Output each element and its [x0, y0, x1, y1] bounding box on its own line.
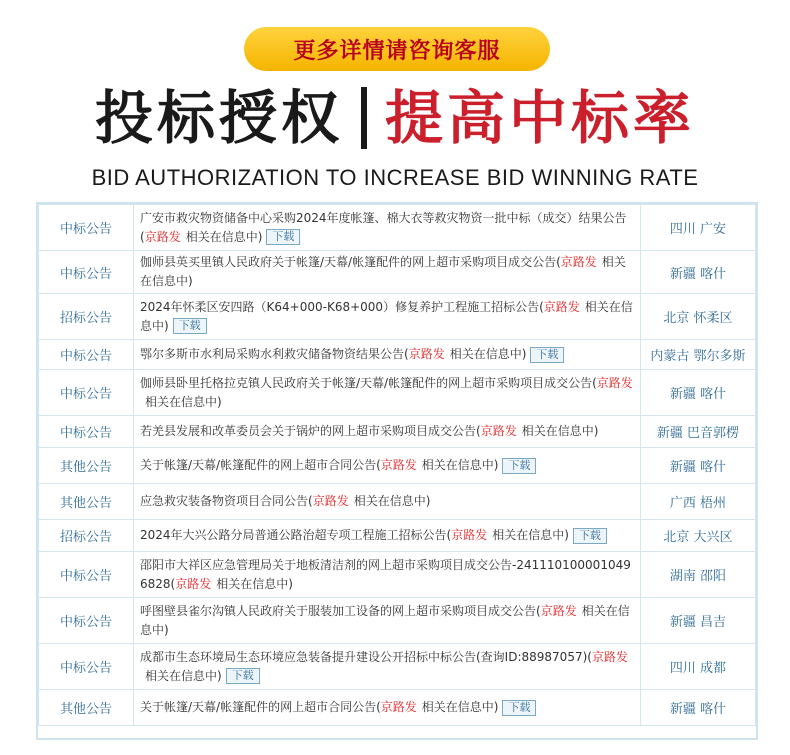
table-row[interactable] [39, 370, 756, 416]
announcement-title[interactable]: 关于帐篷/天幕/帐篷配件的网上超市合同公告 [140, 458, 377, 472]
announcement-title[interactable]: 成都市生态环境局生态环境应急装备提升建设公开招标中标公告(查询ID:88987057) [140, 649, 588, 664]
consult-service-text: 更多详情请咨询客服 [293, 38, 501, 64]
note-open-paren: ( [556, 255, 561, 269]
download-button[interactable]: 下载 [573, 528, 607, 544]
region[interactable]: 新疆 喀什 [641, 370, 756, 416]
announcement-title[interactable]: 邵阳市大祥区应急管理局关于地板清洁剂的网上超市采购项目成交公告-2411101000010496828 [140, 557, 631, 591]
note-tail: 相关在信息中) [492, 528, 569, 542]
announcement-title[interactable]: 伽师县卧里托格拉克镇人民政府关于帐篷/天幕/帐篷配件的网上超市采购项目成交公告 [140, 375, 593, 390]
subtitle: BID AUTHORIZATION TO INCREASE BID WINNING RATE [91, 165, 699, 190]
announcement-type[interactable]: 中标公告 [39, 598, 134, 644]
download-button[interactable]: 下载 [530, 347, 564, 363]
note-tail: 相关在信息中) [521, 424, 599, 438]
announcement-type[interactable]: 其他公告 [39, 690, 134, 726]
announcement-title-cell[interactable] [134, 251, 641, 294]
announcement-title-cell[interactable] [134, 552, 641, 598]
note-tail: 相关在信息中) [449, 347, 527, 361]
announcement-title[interactable]: 2024年大兴公路分局普通公路治超专项工程施工招标公告 [140, 528, 447, 542]
announcement-type[interactable]: 其他公告 [39, 484, 134, 520]
note-open-paren: ( [140, 229, 145, 244]
note-open-paren: ( [170, 576, 176, 591]
headline-right: 提高中标率 [385, 84, 696, 152]
download-button[interactable]: 下载 [502, 458, 536, 474]
region[interactable]: 内蒙古 鄂尔多斯 [641, 340, 756, 370]
note-tail: 相关在信息中) [145, 668, 222, 683]
note-tail: 相关在信息中) [140, 603, 630, 637]
table-row[interactable] [39, 448, 756, 484]
region[interactable]: 北京 怀柔区 [641, 294, 756, 340]
note-open-paren: ( [376, 700, 381, 714]
announcement-type[interactable]: 中标公告 [39, 552, 134, 598]
announcement-title[interactable]: 应急救灾装备物资项目合同公告 [140, 494, 309, 508]
note-open-paren: ( [592, 375, 597, 390]
source-tag: 京路发 [144, 229, 181, 244]
table-row[interactable] [39, 251, 756, 294]
note-open-paren: ( [308, 494, 313, 508]
announcement-type[interactable]: 中标公告 [39, 644, 134, 690]
note-tail: 相关在信息中) [185, 229, 263, 244]
region[interactable]: 新疆 喀什 [641, 251, 756, 294]
note-open-paren: ( [536, 603, 541, 618]
announcement-type[interactable]: 中标公告 [39, 251, 134, 294]
note-open-paren: ( [404, 347, 409, 361]
announcement-title-cell[interactable] [134, 484, 641, 520]
announcement-type[interactable]: 中标公告 [39, 416, 134, 448]
table-row[interactable] [39, 340, 756, 370]
announcement-title[interactable]: 广安市救灾物资储备中心采购2024年度帐篷、棉大衣等救灾物资一批中标（成交）结果公告 [140, 210, 627, 225]
note-open-paren: ( [587, 649, 592, 664]
table-row[interactable] [39, 598, 756, 644]
source-tag: 京路发 [312, 494, 349, 508]
source-tag: 京路发 [596, 375, 633, 390]
table-row[interactable] [39, 205, 756, 251]
source-tag: 京路发 [543, 299, 580, 314]
download-button[interactable]: 下载 [226, 668, 260, 684]
announcement-title[interactable]: 关于帐篷/天幕/帐篷配件的网上超市合同公告 [140, 700, 377, 714]
region[interactable]: 四川 广安 [641, 205, 756, 251]
source-tag: 京路发 [451, 528, 488, 542]
announcement-title[interactable]: 2024年怀柔区安四路（K64+000-K68+000）修复养护工程施工招标公告 [140, 299, 540, 314]
announcement-title-cell[interactable] [134, 416, 641, 448]
announcement-title-cell[interactable] [134, 340, 641, 370]
table-row[interactable] [39, 294, 756, 340]
source-tag: 京路发 [380, 458, 417, 472]
headline [0, 78, 790, 158]
announcement-title-cell[interactable] [134, 205, 641, 251]
download-button[interactable]: 下载 [173, 318, 207, 334]
announcement-table-body [39, 205, 756, 726]
note-tail: 相关在信息中) [145, 394, 222, 409]
announcement-title[interactable]: 若羌县发展和改革委员会关于锅炉的网上超市采购项目成交公告 [140, 424, 477, 438]
note-tail: 相关在信息中) [140, 255, 626, 288]
region[interactable]: 四川 成都 [641, 644, 756, 690]
note-tail: 相关在信息中) [421, 700, 499, 714]
announcement-title-cell[interactable] [134, 370, 641, 416]
announcement-type[interactable]: 招标公告 [39, 520, 134, 552]
source-tag: 京路发 [175, 576, 212, 591]
announcement-title-cell[interactable] [134, 690, 641, 726]
headline-divider [361, 87, 367, 149]
consult-service-banner[interactable] [244, 27, 550, 71]
announcement-type[interactable]: 其他公告 [39, 448, 134, 484]
announcement-title-cell[interactable] [134, 644, 641, 690]
region[interactable]: 广西 梧州 [641, 484, 756, 520]
region[interactable]: 新疆 昌吉 [641, 598, 756, 644]
source-tag: 京路发 [540, 603, 577, 618]
announcement-title-cell[interactable] [134, 598, 641, 644]
announcement-title-cell[interactable] [134, 520, 641, 552]
note-tail: 相关在信息中) [421, 458, 499, 472]
region[interactable]: 新疆 巴音郭楞 [641, 416, 756, 448]
note-open-paren: ( [476, 424, 481, 438]
region[interactable]: 新疆 喀什 [641, 448, 756, 484]
note-tail: 相关在信息中) [353, 494, 431, 508]
headline-left: 投标授权 [94, 84, 343, 152]
source-tag: 京路发 [560, 255, 597, 269]
note-open-paren: ( [376, 458, 381, 472]
source-tag: 京路发 [480, 424, 517, 438]
download-button[interactable]: 下载 [266, 229, 300, 245]
note-tail: 相关在信息中) [140, 299, 633, 333]
announcement-type[interactable]: 中标公告 [39, 370, 134, 416]
table-row[interactable] [39, 690, 756, 726]
download-button[interactable]: 下载 [502, 700, 536, 716]
announcement-title[interactable]: 呼图壁县雀尔沟镇人民政府关于服装加工设备的网上超市采购项目成交公告 [140, 603, 537, 618]
note-open-paren: ( [539, 299, 544, 314]
announcement-title-cell[interactable] [134, 448, 641, 484]
source-tag: 京路发 [408, 347, 445, 361]
region[interactable]: 北京 大兴区 [641, 520, 756, 552]
announcement-type[interactable]: 招标公告 [39, 294, 134, 340]
source-tag: 京路发 [591, 649, 628, 664]
announcement-title-cell[interactable] [134, 294, 641, 340]
source-tag: 京路发 [380, 700, 417, 714]
announcement-type[interactable]: 中标公告 [39, 340, 134, 370]
table-row[interactable] [39, 416, 756, 448]
table-row[interactable] [39, 484, 756, 520]
table-row[interactable] [39, 520, 756, 552]
table-row[interactable] [39, 552, 756, 598]
table-row[interactable] [39, 644, 756, 690]
note-open-paren: ( [446, 528, 452, 542]
announcement-type[interactable]: 中标公告 [39, 205, 134, 251]
announcement-title[interactable]: 伽师县英买里镇人民政府关于帐篷/天幕/帐篷配件的网上超市采购项目成交公告 [140, 255, 557, 269]
region[interactable]: 新疆 喀什 [641, 690, 756, 726]
announcement-title[interactable]: 鄂尔多斯市水利局采购水利救灾储备物资结果公告 [140, 347, 405, 361]
note-tail: 相关在信息中) [216, 576, 293, 591]
announcement-table [36, 202, 758, 740]
region[interactable]: 湖南 邵阳 [641, 552, 756, 598]
